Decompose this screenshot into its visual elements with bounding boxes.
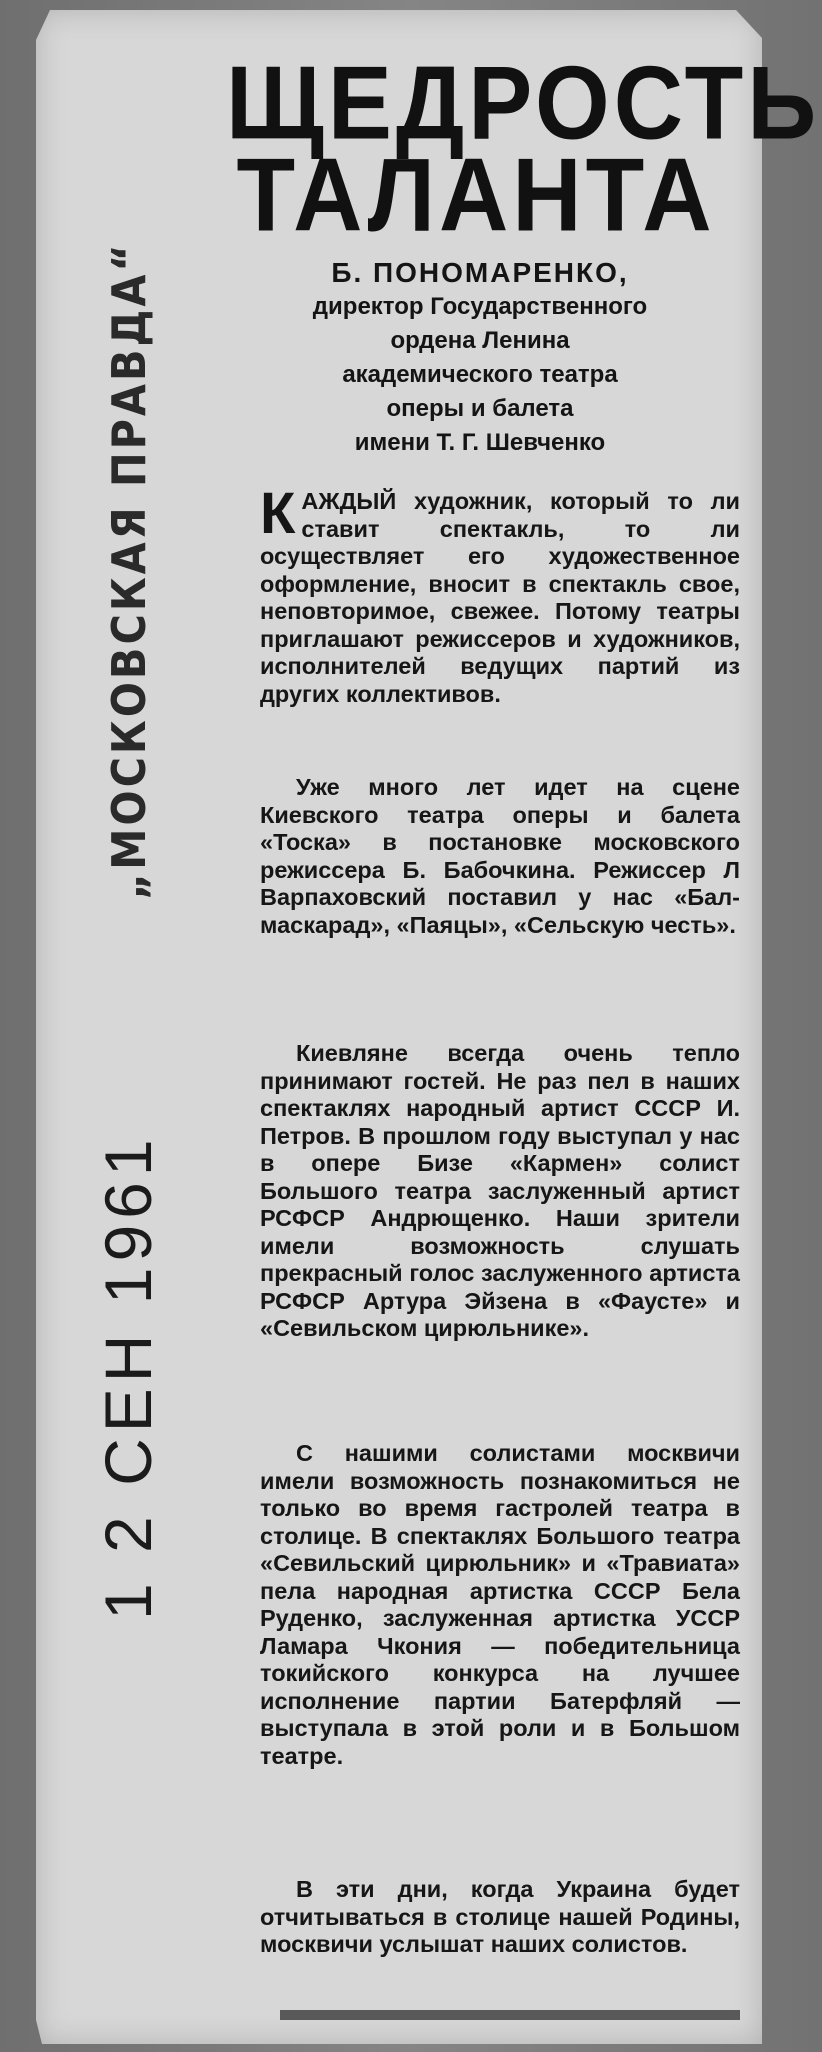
date-text: 1 2 СЕН 1961	[91, 1133, 165, 1620]
paragraph-text: С нашими солистами москвичи имели возможность познакомиться не только во время гастролей театра в столице. В спектаклях Большого театра «Севильский цирюльник» и «Травиата» пела народная артистка СССР Бела Руденко, заслуженная артистка УССР Ламара Чкония — победительница токийского конкурса на лучшее исполнение партии Батерфляй — выступала в этой роли и в Большом театре.	[260, 1440, 740, 1769]
newspaper-stamp	[62, 241, 156, 900]
author-title-line: ордена Ленина	[390, 327, 570, 354]
author-title-line: академического театра	[342, 361, 618, 388]
author-title-line: имени Т. Г. Шевченко	[354, 429, 606, 456]
paragraph-4	[260, 1440, 740, 1770]
paragraph-3	[260, 1040, 740, 1343]
paragraph-text: АЖДЫЙ художник, который то ли ставит спектакль, то ли осуществляет его художественное оформление, вносит в спектакль свое, неповторимое, свежее. Потому театры приглашают режиссеров и художников, исполнителей ведущих партий из других коллективов.	[260, 488, 740, 707]
drop-cap: К	[260, 481, 296, 546]
byline	[240, 256, 720, 460]
author-title-line: директор Государственного	[312, 293, 648, 320]
headline-line-2: ТАЛАНТА	[236, 137, 716, 254]
date-stamp	[70, 1133, 165, 1620]
headline-line-1: ЩЕДРОСТЬ	[226, 45, 821, 162]
paragraph-text: Киевляне всегда очень тепло принимают гостей. Не раз пел в наших спектаклях народный артист СССР И. Петров. В прошлом году выступал у нас в опере Бизе «Кармен» солист Большого театра заслуженный артист РСФСР Андрющенко. Наши зрители имели возможность слушать прекрасный голос заслуженного артиста РСФСР Артура Эйзена в «Фаусте» и «Севильском цирюльнике».	[260, 1040, 740, 1341]
newspaper-name: „МОСКОВСКАЯ ПРАВДА“	[102, 241, 156, 900]
paragraph-text: В эти дни, когда Украина будет отчитываться в столице нашей Родины, москвичи услышат наших солистов.	[260, 1876, 740, 1957]
article-headline	[226, 45, 821, 254]
paragraph-2	[260, 774, 740, 939]
paragraph-5	[260, 1876, 740, 1959]
bottom-rule	[280, 2010, 740, 2020]
paragraph-text: Уже много лет идет на сцене Киевского театра оперы и балета «Тоска» в постановке московского режиссера Б. Бабочкина. Режиссер Л Варпаховский поставил у нас «Бал-маскарад», «Паяцы», «Сельскую честь».	[260, 774, 740, 938]
author-name: Б. ПОНОМАРЕНКО,	[331, 257, 629, 288]
author-title-line: оперы и балета	[386, 395, 574, 422]
paragraph-1	[260, 481, 740, 708]
